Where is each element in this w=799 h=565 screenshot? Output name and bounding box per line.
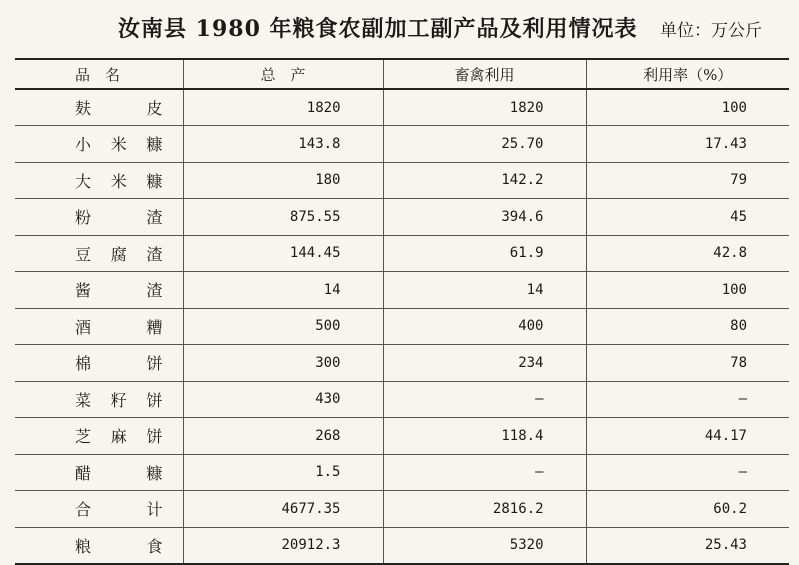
table-row [15, 126, 789, 163]
cell-livestock-use: 394.6 [383, 199, 586, 236]
cell-total: 14 [183, 272, 383, 309]
unit-label: 单位：万公斤 [660, 21, 762, 41]
cell-livestock-use: 234 [383, 345, 586, 382]
table-row [15, 235, 789, 272]
cell-livestock-use: 2816.2 [383, 491, 586, 528]
column-header-livestock-use: 畜禽利用 [383, 59, 586, 89]
cell-rate: 42.8 [586, 235, 789, 272]
cell-livestock-use: 1820 [383, 89, 586, 126]
cell-rate: — [586, 381, 789, 418]
cell-livestock-use: — [383, 381, 586, 418]
cell-name: 小米糠 [15, 126, 183, 163]
cell-total: 180 [183, 162, 383, 199]
column-header-name: 品 名 [15, 59, 183, 89]
cell-livestock-use: 400 [383, 308, 586, 345]
cell-rate: 17.43 [586, 126, 789, 163]
column-header-rate: 利用率（%） [586, 59, 789, 89]
cell-total: 144.45 [183, 235, 383, 272]
cell-name: 酱渣 [15, 272, 183, 309]
cell-total: 500 [183, 308, 383, 345]
data-table [15, 58, 789, 565]
cell-total: 1.5 [183, 454, 383, 491]
cell-livestock-use: 142.2 [383, 162, 586, 199]
cell-rate: 79 [586, 162, 789, 199]
cell-total: 300 [183, 345, 383, 382]
cell-livestock-use: 14 [383, 272, 586, 309]
cell-rate: 80 [586, 308, 789, 345]
cell-livestock-use: 118.4 [383, 418, 586, 455]
table-row [15, 454, 789, 491]
cell-total: 143.8 [183, 126, 383, 163]
cell-name: 棉饼 [15, 345, 183, 382]
cell-rate: 100 [586, 89, 789, 126]
cell-livestock-use: 61.9 [383, 235, 586, 272]
cell-name: 芝麻饼 [15, 418, 183, 455]
table-row [15, 345, 789, 382]
cell-rate: 44.17 [586, 418, 789, 455]
table-row [15, 162, 789, 199]
cell-total: 268 [183, 418, 383, 455]
cell-rate: 100 [586, 272, 789, 309]
cell-rate: 45 [586, 199, 789, 236]
cell-total: 20912.3 [183, 527, 383, 564]
cell-name: 豆腐渣 [15, 235, 183, 272]
cell-name: 粉渣 [15, 199, 183, 236]
cell-livestock-use: 25.70 [383, 126, 586, 163]
cell-name: 麸皮 [15, 89, 183, 126]
table-row [15, 381, 789, 418]
table-row [15, 527, 789, 564]
cell-name: 酒糟 [15, 308, 183, 345]
column-header-total: 总 产 [183, 59, 383, 89]
cell-name: 大米糠 [15, 162, 183, 199]
cell-total: 875.55 [183, 199, 383, 236]
table-row [15, 491, 789, 528]
table-row [15, 308, 789, 345]
table-title: 汝南县 1980 年粮食农副加工副产品及利用情况表 [118, 16, 638, 42]
cell-livestock-use: — [383, 454, 586, 491]
cell-name: 粮食 [15, 527, 183, 564]
cell-rate: — [586, 454, 789, 491]
cell-rate: 60.2 [586, 491, 789, 528]
cell-name: 菜籽饼 [15, 381, 183, 418]
cell-livestock-use: 5320 [383, 527, 586, 564]
header-row [15, 59, 789, 89]
cell-rate: 78 [586, 345, 789, 382]
cell-name: 醋糠 [15, 454, 183, 491]
cell-rate: 25.43 [586, 527, 789, 564]
cell-total: 430 [183, 381, 383, 418]
cell-total: 1820 [183, 89, 383, 126]
table-row [15, 272, 789, 309]
cell-name: 合计 [15, 491, 183, 528]
cell-total: 4677.35 [183, 491, 383, 528]
table-row [15, 199, 789, 236]
table-row [15, 89, 789, 126]
table-row [15, 418, 789, 455]
